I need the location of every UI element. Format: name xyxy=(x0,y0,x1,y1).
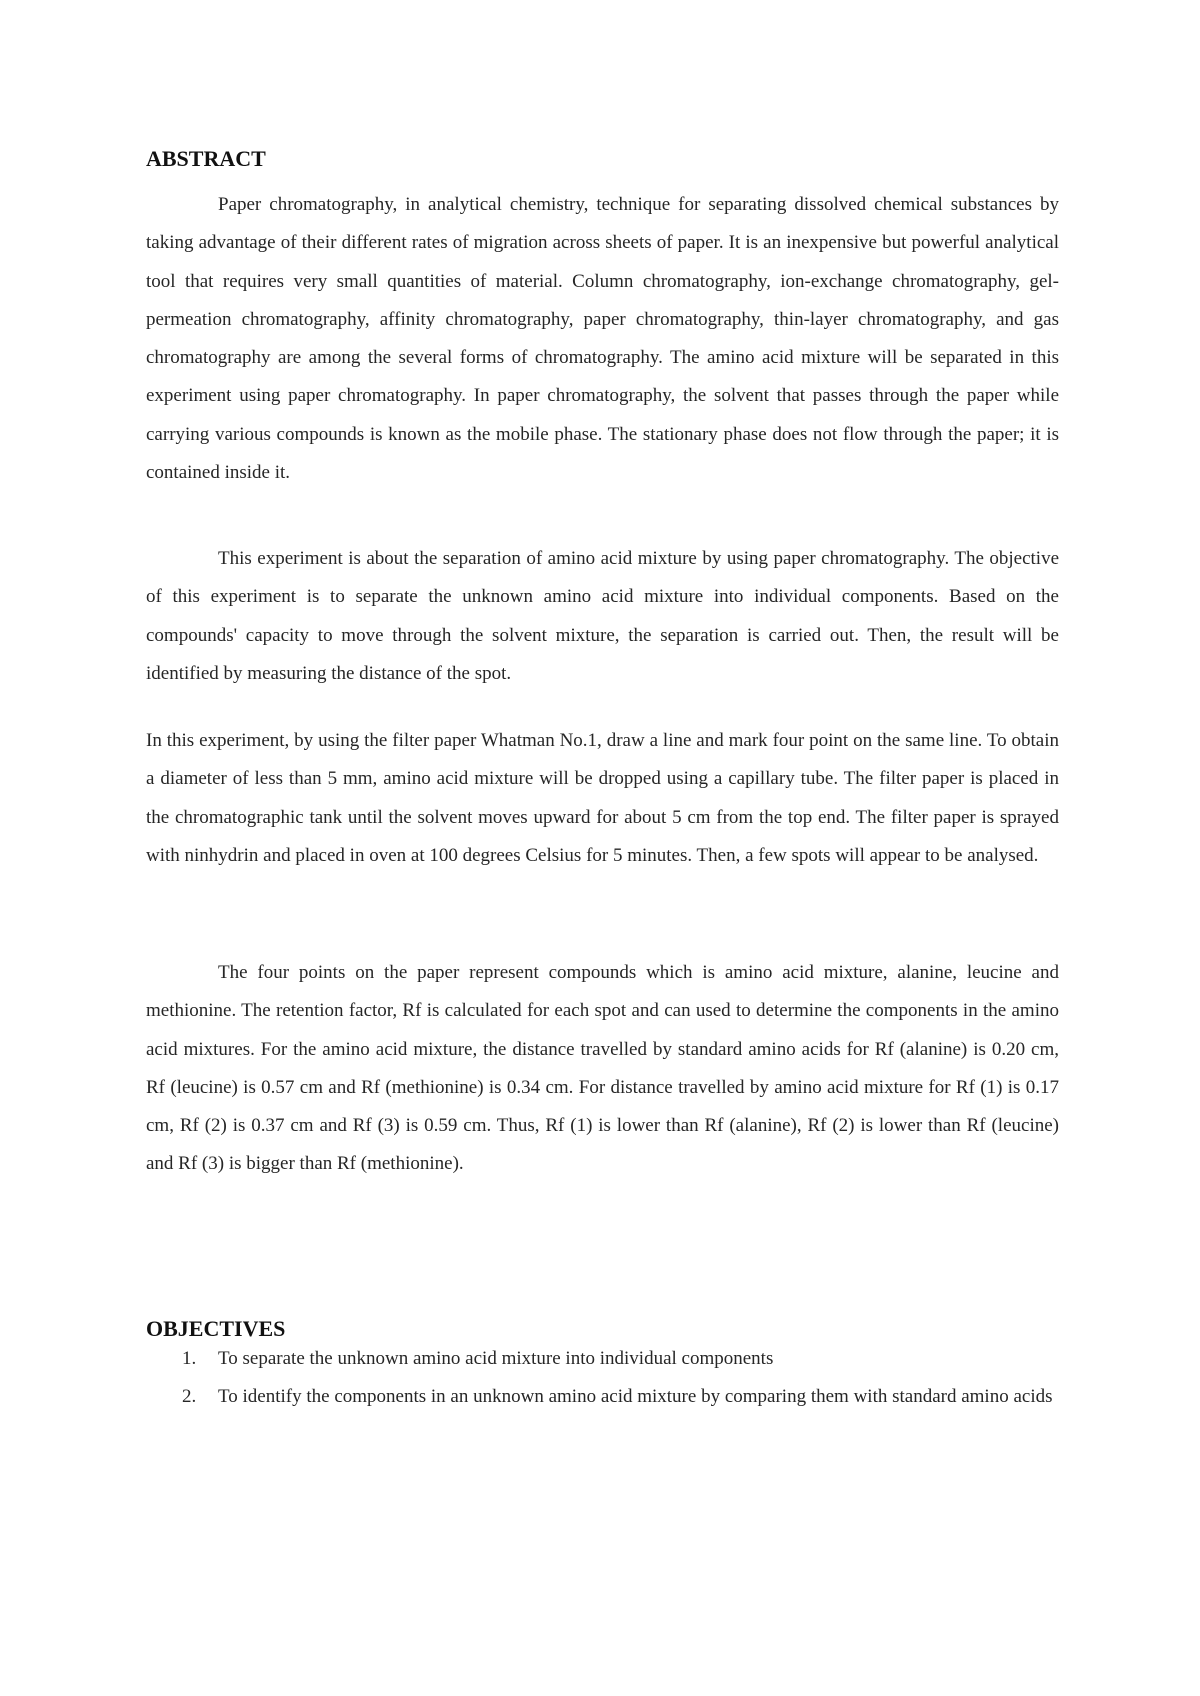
objective-item-1 xyxy=(146,1340,1059,1378)
objective-text: To identify the components in an unknown amino acid mixture by comparing them with standard amino acids xyxy=(218,1386,1053,1408)
document-page xyxy=(146,0,1059,1696)
abstract-heading: ABSTRACT xyxy=(146,146,266,171)
abstract-paragraph-3: In this experiment, by using the filter paper Whatman No.1, draw a line and mark four point on the same line. To obtain a diameter of less than 5 mm, amino acid mixture will be dropped using a capillary tube. The filter paper is placed in the chromatographic tank until the solvent moves upward for about 5 cm from the top end. The filter paper is sprayed with ninhydrin and placed in oven at 100 degrees Celsius for 5 minutes. Then, a few spots will appear to be analysed. xyxy=(146,730,1059,866)
abstract-paragraph-2: This experiment is about the separation of amino acid mixture by using paper chromatography. The objective of this experiment is to separate the unknown amino acid mixture into individual components. Based on the compounds' capacity to move through the solvent mixture, the separation is carried out. Then, the result will be identified by measuring the distance of the spot. xyxy=(146,548,1059,684)
objective-text: To separate the unknown amino acid mixture into individual components xyxy=(218,1348,774,1369)
objectives-heading: OBJECTIVES xyxy=(146,1316,286,1341)
objective-item-2 xyxy=(146,1378,1059,1416)
objective-number: 1. xyxy=(182,1348,197,1369)
abstract-paragraph-4: The four points on the paper represent compounds which is amino acid mixture, alanine, leucine and methionine. The retention factor, Rf is calculated for each spot and can used to determine the components in the amino acid mixtures. For the amino acid mixture, the distance travelled by standard amino acids for Rf (alanine) is 0.20 cm, Rf (leucine) is 0.57 cm and Rf (methionine) is 0.34 cm. For distance travelled by amino acid mixture for Rf (1) is 0.17 cm, Rf (2) is 0.37 cm and Rf (3) is 0.59 cm. Thus, Rf (1) is lower than Rf (alanine), Rf (2) is lower than Rf (leucine) and Rf (3) is bigger than Rf (methionine). xyxy=(146,962,1059,1175)
objectives-list xyxy=(146,1340,1059,1417)
objective-number: 2. xyxy=(182,1386,197,1408)
abstract-paragraph-1: Paper chromatography, in analytical chemistry, technique for separating dissolved chemical substances by taking advantage of their different rates of migration across sheets of paper. It is an inexpensive but powerful analytical tool that requires very small quantities of material. Column chromatography, ion-exchange chromatography, gel-permeation chromatography, affinity chromatography, paper chromatography, thin-layer chromatography, and gas chromatography are among the several forms of chromatography. The amino acid mixture will be separated in this experiment using paper chromatography. In paper chromatography, the solvent that passes through the paper while carrying various compounds is known as the mobile phase. The stationary phase does not flow through the paper; it is contained inside it. xyxy=(146,194,1059,484)
